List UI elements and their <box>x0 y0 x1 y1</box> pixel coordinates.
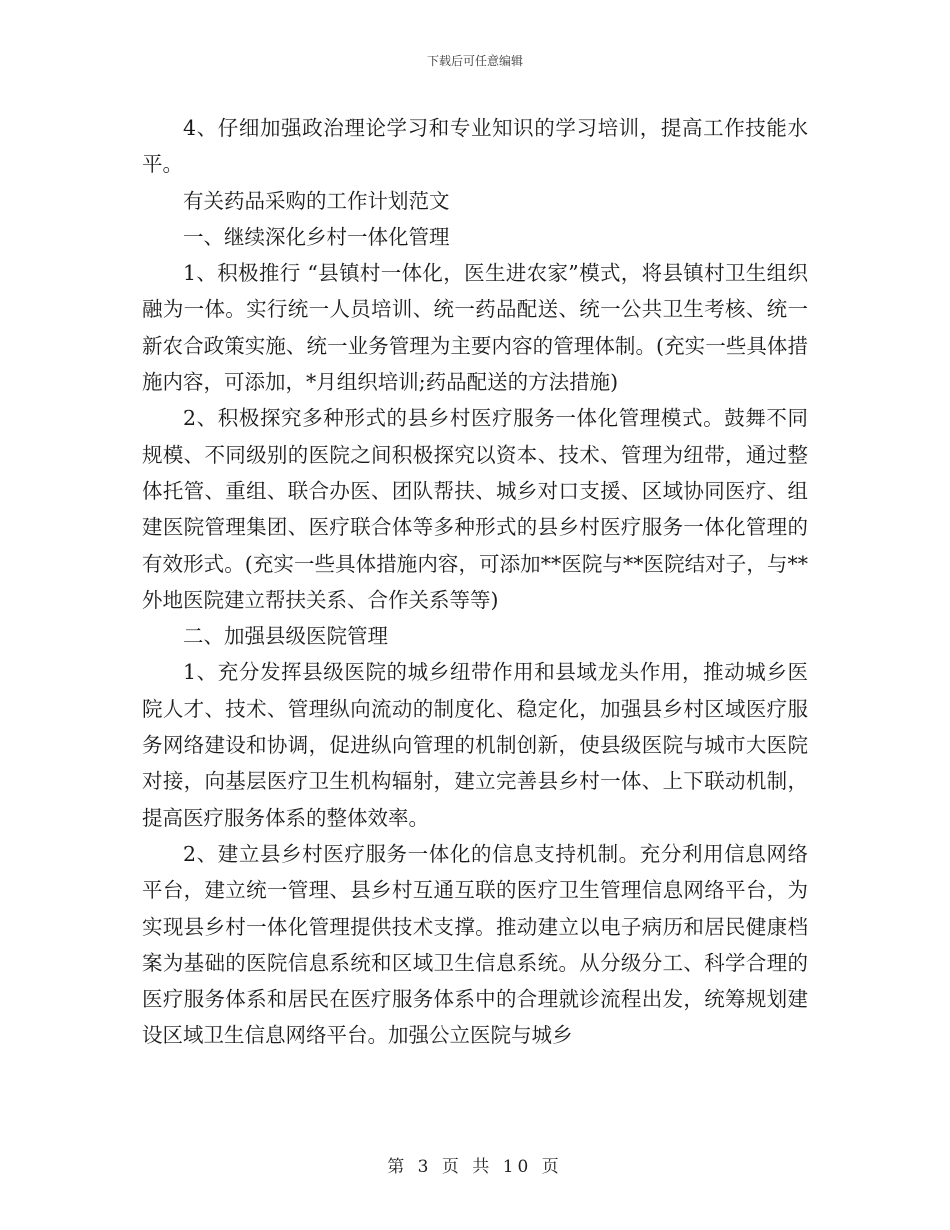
paragraph-1-2: 2、积极探究多种形式的县乡村医疗服务一体化管理模式。鼓舞不同规模、不同级别的医院之间积极探究以资本、技术、管理为纽带，通过整体托管、重组、联合办医、团队帮扶、城乡对口支援、区域协同医疗、组建医院管理集团、医疗联合体等多种形式的县乡村医疗服务一体化管理的有效形式。(充实一些具体措施内容，可添加**医院与**医院结对子，与**外地医院建立帮扶关系、合作关系等等) <box>142 406 808 612</box>
heading-section-2: 二、加强县级医院管理 <box>183 624 388 649</box>
paragraph-1-1: 1、积极推行 “县镇村一体化，医生进农家”模式，将县镇村卫生组织融为一体。实行统一人员培训、统一药品配送、统一公共卫生考核、统一新农合政策实施、统一业务管理为主要内容的管理体制。(充实一些具体措施内容，可添加，*月组织培训;药品配送的方法措施) <box>142 261 808 395</box>
page-header-note: 下载后可任意编辑 <box>426 54 523 68</box>
paragraph-point-4: 4、仔细加强政治理论学习和专业知识的学习培训，提高工作技能水平。 <box>142 116 808 177</box>
document-body <box>142 110 808 1054</box>
page-number-footer: 第 3 页 共 10 页 <box>387 1157 563 1177</box>
paragraph-2-2: 2、建立县乡村医疗服务一体化的信息支持机制。充分利用信息网络平台，建立统一管理、县乡村互通互联的医疗卫生管理信息网络平台，为实现县乡村一体化管理提供技术支撑。推动建立以电子病历和居民健康档案为基础的医院信息系统和区域卫生信息系统。从分级分工、科学合理的医疗服务体系和居民在医疗服务体系中的合理就诊流程出发，统筹规划建设区域卫生信息网络平台。加强公立医院与城乡 <box>142 841 808 1048</box>
heading-section-1: 一、继续深化乡村一体化管理 <box>183 224 450 249</box>
paragraph-2-1: 1、充分发挥县级医院的城乡纽带作用和县域龙头作用，推动城乡医院人才、技术、管理纵向流动的制度化、稳定化，加强县乡村区域医疗服务网络建设和协调，促进纵向管理的机制创新，使县级医院与城市大医院对接，向基层医疗卫生机构辐射，建立完善县乡村一体、上下联动机制，提高医疗服务体系的整体效率。 <box>142 660 808 830</box>
section-title: 有关药品采购的工作计划范文 <box>183 188 450 213</box>
